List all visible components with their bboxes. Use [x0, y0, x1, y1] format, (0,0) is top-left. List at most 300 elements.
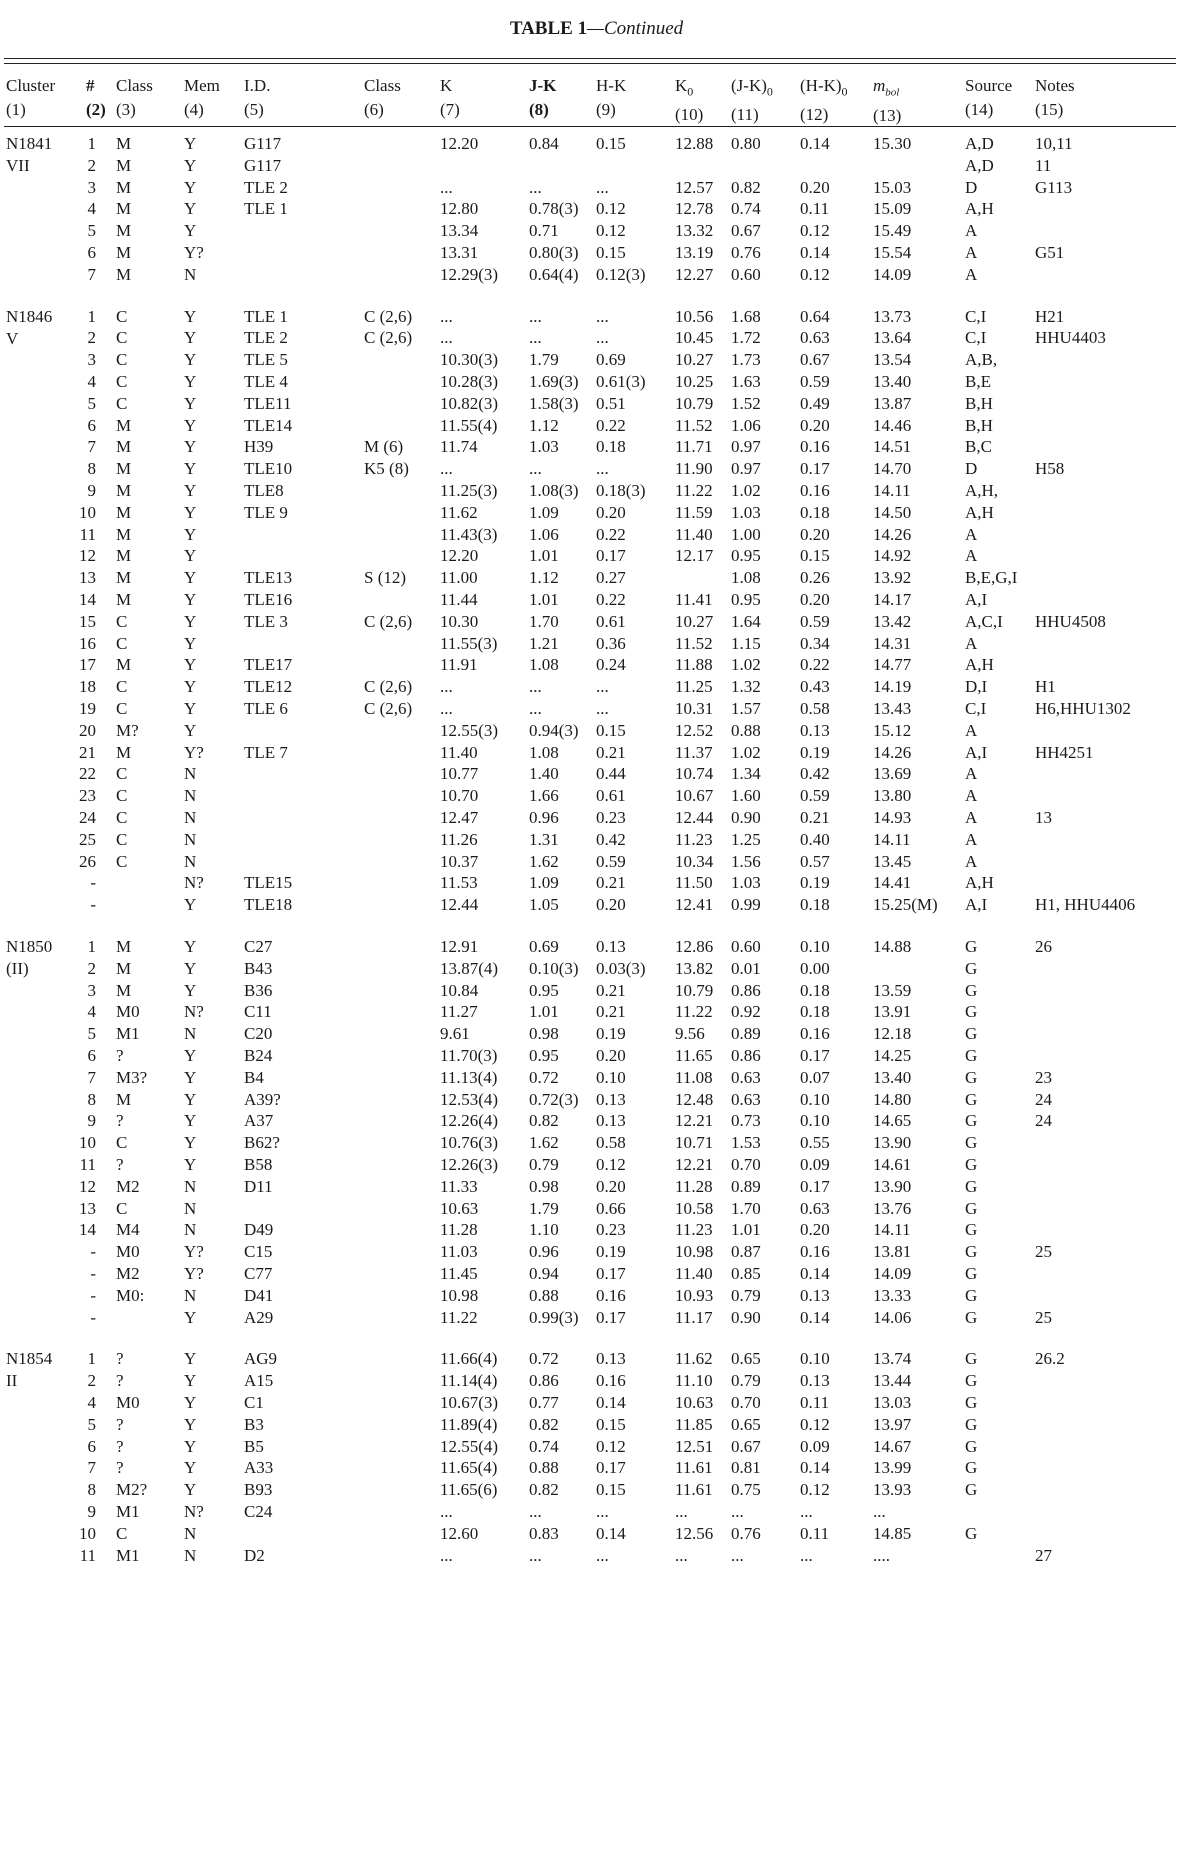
table-cell: 3 [87, 350, 96, 370]
table-cell: 13.34 [440, 221, 479, 241]
table-cell: 0.73 [731, 1111, 761, 1131]
table-row [0, 241, 1193, 263]
table-cell: 0.20 [800, 590, 830, 609]
table-cell: 0.76 [731, 243, 761, 262]
table-cell: 1.09 [529, 873, 559, 893]
table-cell: 0.92 [731, 1002, 761, 1022]
table-cell: 11.40 [675, 524, 713, 544]
table-cell: A [965, 808, 978, 827]
table-cell: 12.55(3) [440, 720, 499, 740]
table-cell: 6 [87, 243, 96, 262]
table-cell: 11.37 [675, 742, 713, 762]
table-cell: 0.20 [596, 895, 626, 915]
table-cell: Y [184, 1133, 197, 1153]
table-cell: C (2,6) [364, 328, 413, 348]
table-cell: 4 [87, 1002, 96, 1022]
table-cell: N [184, 264, 197, 284]
table-cell: 0.21 [800, 808, 830, 827]
table-cell: 14.19 [873, 677, 912, 697]
table-cell: G [965, 1523, 978, 1543]
table-cell: 1.21 [529, 633, 559, 653]
table-cell: 1.73 [731, 350, 761, 370]
table-cell: N [184, 1220, 197, 1240]
table-row [0, 806, 1193, 828]
table-cell: C27 [244, 937, 273, 956]
table-cell: 12.55(4) [440, 1436, 499, 1456]
table-cell: 1.08 [529, 742, 559, 762]
table-cell: 0.63 [731, 1089, 761, 1109]
table-cell: 0.74 [529, 1436, 559, 1456]
table-cell: 13.32 [675, 221, 714, 241]
table-cell: 10 [79, 1133, 96, 1153]
table-cell: 14.09 [873, 264, 912, 284]
table-cell: M [116, 415, 132, 435]
table-cell: A,I [965, 590, 988, 609]
table-cell: C (2,6) [364, 677, 413, 697]
table-cell: 11.61 [675, 1458, 713, 1478]
table-cell: Y [184, 677, 197, 697]
table-cell: ... [440, 328, 453, 348]
table-cell: ... [596, 306, 609, 326]
table-cell: Y [184, 655, 197, 675]
table-cell: 0.72 [529, 1067, 559, 1087]
table-cell: 0.95 [529, 1046, 559, 1065]
table-cell: 25 [79, 829, 96, 849]
table-cell: ... [440, 1545, 453, 1565]
table-cell: 11.25 [675, 677, 713, 697]
table-cell: N [184, 808, 197, 827]
table-row [0, 1044, 1193, 1066]
table-row [0, 1478, 1193, 1500]
table-cell: 1 [87, 134, 96, 153]
table-cell: TLE8 [244, 481, 284, 500]
table-cell: Y [184, 895, 197, 915]
table-cell: ? [116, 1414, 124, 1434]
table-cell: Y [184, 1111, 197, 1131]
table-cell: HH4251 [1035, 742, 1094, 762]
table-cell: B5 [244, 1436, 264, 1456]
table-cell: 0.59 [800, 611, 830, 631]
table-cell: 0.82 [529, 1480, 559, 1500]
table-cell: 0.81 [731, 1458, 761, 1478]
table-cell: 1.52 [731, 393, 761, 413]
table-cell: TLE16 [244, 590, 293, 609]
table-cell: 0.16 [596, 1285, 626, 1305]
table-cell: 0.26 [800, 568, 830, 588]
table-cell: Y [184, 437, 197, 457]
table-cell: 11.62 [440, 502, 478, 522]
table-cell: 13.87(4) [440, 958, 499, 978]
table-cell: 15.30 [873, 134, 912, 153]
table-cell: .... [873, 1545, 890, 1565]
table-cell: 13.90 [873, 1133, 912, 1153]
table-cell: 0.64 [800, 306, 830, 326]
table-cell: M [116, 655, 132, 675]
table-row [0, 1284, 1193, 1306]
table-cell: 0.19 [596, 1024, 626, 1044]
table-cell: Y [184, 306, 197, 326]
table-cell: 0.44 [596, 764, 626, 784]
table-cell: 0.55 [800, 1133, 830, 1153]
table-cell: 0.63 [800, 328, 830, 348]
table-cell: TLE 5 [244, 350, 288, 370]
column-header-number: (8) [529, 100, 549, 119]
table-cell: 1.34 [731, 764, 761, 784]
table-cell: 14 [79, 590, 96, 609]
table-cell: TLE 9 [244, 502, 288, 522]
table-cell: 0.20 [800, 415, 830, 435]
table-cell: D2 [244, 1545, 265, 1565]
table-cell: 11.03 [440, 1242, 478, 1262]
table-cell: 12.44 [440, 895, 479, 915]
table-cell: 1.12 [529, 415, 559, 435]
table-cell: 8 [87, 459, 96, 479]
table-cell: C (2,6) [364, 699, 413, 718]
table-row [0, 1435, 1193, 1457]
table-cell: 11.52 [675, 415, 713, 435]
table-cell: G [965, 1242, 978, 1262]
table-cell: Y [184, 980, 197, 1000]
table-cell: 0.13 [800, 1371, 830, 1391]
table-cell: 0.87 [731, 1242, 761, 1262]
table-cell: 3 [87, 980, 96, 1000]
table-cell: 13.80 [873, 786, 912, 806]
table-cell: 0.19 [800, 742, 830, 762]
table-cell: 0.17 [596, 1264, 626, 1283]
table-cell: 2 [87, 155, 96, 175]
column-header-number: (2) [86, 100, 106, 119]
table-cell: 0.83 [529, 1523, 559, 1543]
table-cell: ? [116, 1111, 124, 1131]
table-cell: 1.70 [731, 1198, 761, 1218]
table-cell: A,H [965, 655, 994, 675]
table-cell: 0.27 [596, 568, 626, 588]
table-cell: 1 [87, 937, 96, 956]
table-row [0, 414, 1193, 436]
table-cell: Y [184, 1480, 197, 1500]
table-cell: 0.43 [800, 677, 830, 697]
table-cell: 11 [79, 1155, 96, 1174]
table-cell: 11.40 [440, 742, 478, 762]
column-header-number: (7) [440, 100, 460, 119]
table-cell: M [116, 481, 132, 500]
table-cell: C [116, 677, 128, 697]
table-cell: 13.40 [873, 372, 912, 391]
table-row [0, 1088, 1193, 1110]
table-cell: Y [184, 1155, 197, 1174]
table-cell: 10,11 [1035, 134, 1073, 153]
table-cell: Y [184, 328, 197, 348]
table-row [0, 370, 1193, 392]
table-cell: A,I [965, 895, 988, 915]
table-cell: 11.33 [440, 1176, 478, 1196]
table-cell: Y [184, 459, 197, 479]
table-cell: 10.63 [675, 1393, 714, 1412]
table-cell: 0.12 [596, 1155, 626, 1174]
table-cell: 0.18 [596, 437, 626, 457]
table-cell: 0.09 [800, 1155, 830, 1174]
table-row [0, 326, 1193, 348]
table-cell: HHU4508 [1035, 611, 1106, 631]
table-cell: 12.20 [440, 546, 479, 566]
table-cell: 0.97 [731, 437, 761, 457]
table-cell: 1.02 [731, 481, 761, 500]
table-cell: 14.25 [873, 1046, 912, 1065]
table-cell: 0.61 [596, 611, 626, 631]
table-cell: G [965, 1002, 978, 1022]
table-cell: 13.42 [873, 611, 912, 631]
table-cell: 1.05 [529, 895, 559, 915]
table-cell: TLE10 [244, 459, 293, 479]
table-row [0, 588, 1193, 610]
table-cell: 12.47 [440, 808, 479, 827]
table-cell: B3 [244, 1414, 264, 1434]
table-cell: M3? [116, 1067, 148, 1087]
table-cell: 1.70 [529, 611, 559, 631]
table-cell: 11.55(3) [440, 633, 498, 653]
table-cell: Y [184, 177, 197, 197]
table-cell: C [116, 851, 128, 871]
table-cell: 0.14 [596, 1523, 626, 1543]
table-cell: 0.59 [800, 372, 830, 391]
table-cell: 7 [87, 437, 96, 457]
table-cell: 0.15 [596, 134, 626, 153]
column-header-label: J-K [529, 76, 557, 95]
table-cell: 0.63 [800, 1198, 830, 1218]
table-cell: C [116, 1523, 128, 1543]
table-cell: Y [184, 415, 197, 435]
table-cell: ? [116, 1458, 124, 1478]
table-cell: 15.25(M) [873, 895, 938, 915]
table-cell: M2? [116, 1480, 148, 1500]
table-cell: ... [596, 328, 609, 348]
table-cell: 13.92 [873, 568, 912, 588]
table-cell: N [184, 1285, 197, 1305]
table-cell: ... [596, 1545, 609, 1565]
table-cell: 0.14 [800, 1264, 830, 1283]
table-row [0, 957, 1193, 979]
table-cell: M [116, 177, 132, 197]
table-cell: - [90, 1307, 96, 1327]
table-cell: H21 [1035, 306, 1065, 326]
table-cell: C [116, 328, 128, 348]
table-cell: M0 [116, 1393, 140, 1412]
table-cell: 11.22 [675, 1002, 713, 1022]
table-cell: 13.76 [873, 1198, 912, 1218]
table-cell: G [965, 1285, 978, 1305]
table-cell: 0.21 [596, 873, 626, 893]
table-cell: M4 [116, 1220, 140, 1240]
table-cell: ... [675, 1545, 688, 1565]
table-row [0, 1500, 1193, 1522]
table-cell: 12.56 [675, 1523, 714, 1543]
table-cell: Y [184, 134, 197, 153]
table-cell: 9 [87, 1111, 96, 1131]
table-cell: 1.09 [529, 502, 559, 522]
table-cell: 12 [79, 1176, 96, 1196]
table-cell: 4 [87, 199, 96, 219]
table-cell: 0.24 [596, 655, 626, 675]
table-cell: 12.86 [675, 937, 714, 956]
table-cell: 15.54 [873, 243, 912, 262]
table-cell: 1.15 [731, 633, 761, 653]
table-cell: D [965, 459, 978, 479]
table-cell: G [965, 1436, 978, 1456]
table-cell: 0.01 [731, 958, 761, 978]
table-cell: ... [596, 677, 609, 697]
table-cell: D41 [244, 1285, 274, 1305]
table-cell: 0.16 [800, 1024, 830, 1044]
table-cell: 11.85 [675, 1414, 713, 1434]
table-row [0, 197, 1193, 219]
table-cell: 10.67(3) [440, 1393, 499, 1412]
table-cell: A39? [244, 1089, 281, 1109]
table-cell: 0.86 [529, 1371, 559, 1391]
table-cell: 12.53(4) [440, 1089, 499, 1109]
table-cell: 0.11 [800, 1523, 830, 1543]
table-cell: 0.58 [800, 699, 830, 718]
table-cell: 10.31 [675, 699, 714, 718]
table-cell: ... [440, 1502, 453, 1521]
table-cell: 5 [87, 1024, 96, 1044]
table-cell: 13 [1035, 808, 1052, 827]
table-cell: G [965, 1176, 978, 1196]
table-cell: 11.45 [440, 1264, 478, 1283]
table-cell: 0.13 [800, 720, 830, 740]
table-cell: B62? [244, 1133, 280, 1153]
table-cell: 11.65(4) [440, 1458, 498, 1478]
table-row [0, 1000, 1193, 1022]
table-cell: 0.12(3) [596, 264, 646, 284]
table-cell: 14.26 [873, 524, 912, 544]
table-cell: 10.58 [675, 1198, 714, 1218]
table-cell: 11.65(6) [440, 1480, 498, 1500]
table-cell: 0.18 [800, 980, 830, 1000]
table-cell: 0.66 [596, 1198, 626, 1218]
table-cell: 0.22 [596, 415, 626, 435]
table-cell: 0.20 [800, 177, 830, 197]
table-cell: 23 [1035, 1067, 1052, 1087]
table-cell: 13.69 [873, 764, 912, 784]
table-cell: 0.40 [800, 829, 830, 849]
table-cell: 0.67 [731, 221, 761, 241]
table-cell: TLE 3 [244, 611, 288, 631]
table-cell: A,H, [965, 481, 999, 500]
cluster-label: V [6, 328, 19, 348]
table-cell: 0.20 [596, 502, 626, 522]
table-row [0, 632, 1193, 654]
table-cell: 0.12 [800, 1480, 830, 1500]
table-cell: 1.08 [731, 568, 761, 588]
table-cell: D49 [244, 1220, 274, 1240]
table-cell: 10.76(3) [440, 1133, 499, 1153]
table-cell: 14.92 [873, 546, 912, 566]
table-cell: C [116, 633, 128, 653]
table-cell: B43 [244, 958, 273, 978]
table-cell: 10.67 [675, 786, 714, 806]
table-cell: 0.17 [596, 1307, 626, 1327]
table-cell: 11.25(3) [440, 481, 498, 500]
table-cell: 14.11 [873, 1220, 911, 1240]
table-cell: 14.88 [873, 937, 912, 956]
table-cell: 0.79 [529, 1155, 559, 1174]
table-cell: 7 [87, 1067, 96, 1087]
table-cell: S (12) [364, 568, 407, 588]
table-cell: 1.58(3) [529, 393, 579, 413]
table-cell: 0.95 [731, 590, 761, 609]
table-cell: 19 [79, 699, 96, 718]
table-cell: 11.41 [675, 590, 713, 609]
table-cell: Y [184, 1414, 197, 1434]
table-cell: 1.63 [731, 372, 761, 391]
table-cell: 0.17 [800, 1176, 830, 1196]
table-cell: ... [800, 1545, 813, 1565]
table-cell: 11.62 [675, 1349, 713, 1369]
column-header-label: H-K [596, 76, 627, 95]
column-header-label: I.D. [244, 76, 271, 95]
table-cell: 1 [87, 306, 96, 326]
table-cell: 12.26(3) [440, 1155, 499, 1174]
table-cell: 0.67 [800, 350, 830, 370]
table-cell: 1.03 [529, 437, 559, 457]
table-row [0, 1522, 1193, 1544]
table-cell: M (6) [364, 437, 404, 457]
table-cell: 13.91 [873, 1002, 912, 1022]
table-row [0, 653, 1193, 675]
table-cell: 0.21 [596, 980, 626, 1000]
table-cell: C [116, 808, 128, 827]
table-row [0, 1369, 1193, 1391]
table-cell: 13.87 [873, 393, 912, 413]
table-cell: A [965, 524, 978, 544]
table-cell: 1.00 [731, 524, 761, 544]
table-cell: 1.06 [529, 524, 559, 544]
table-cell: 11.90 [675, 459, 713, 479]
table-cell: 11.22 [440, 1307, 478, 1327]
table-cell: G [965, 1067, 978, 1087]
column-header-number: (11) [731, 105, 759, 125]
table-cell: 9.56 [675, 1024, 705, 1044]
table-cell: 0.17 [800, 1046, 830, 1065]
table-cell: TLE 2 [244, 177, 288, 197]
table-row [0, 1066, 1193, 1088]
table-cell: ... [731, 1502, 744, 1521]
table-cell: 10.82(3) [440, 393, 499, 413]
table-cell: D [965, 177, 978, 197]
table-cell: ... [873, 1502, 886, 1521]
table-cell: 11.59 [675, 502, 713, 522]
table-cell: 12.91 [440, 937, 479, 956]
table-cell: 0.20 [800, 524, 830, 544]
table-cell: 0.80 [731, 134, 761, 153]
column-header-label: $m_{bol}$ [873, 76, 900, 99]
table-cell: 0.13 [596, 937, 626, 956]
table-cell: 11.00 [440, 568, 478, 588]
table-cell: C,I [965, 328, 987, 348]
table-cell: Y [184, 221, 197, 241]
table-row [0, 566, 1193, 588]
table-cell: 0.22 [596, 524, 626, 544]
table-cell: 0.23 [596, 808, 626, 827]
table-cell: 7 [87, 264, 96, 284]
table-cell: 0.16 [800, 1242, 830, 1262]
table-cell: 12.27 [675, 264, 714, 284]
table-row [0, 784, 1193, 806]
table-cell: 0.15 [596, 1414, 626, 1434]
table-cell: M [116, 568, 132, 588]
column-header-label: # [86, 76, 95, 95]
table-cell: 5 [87, 393, 96, 413]
